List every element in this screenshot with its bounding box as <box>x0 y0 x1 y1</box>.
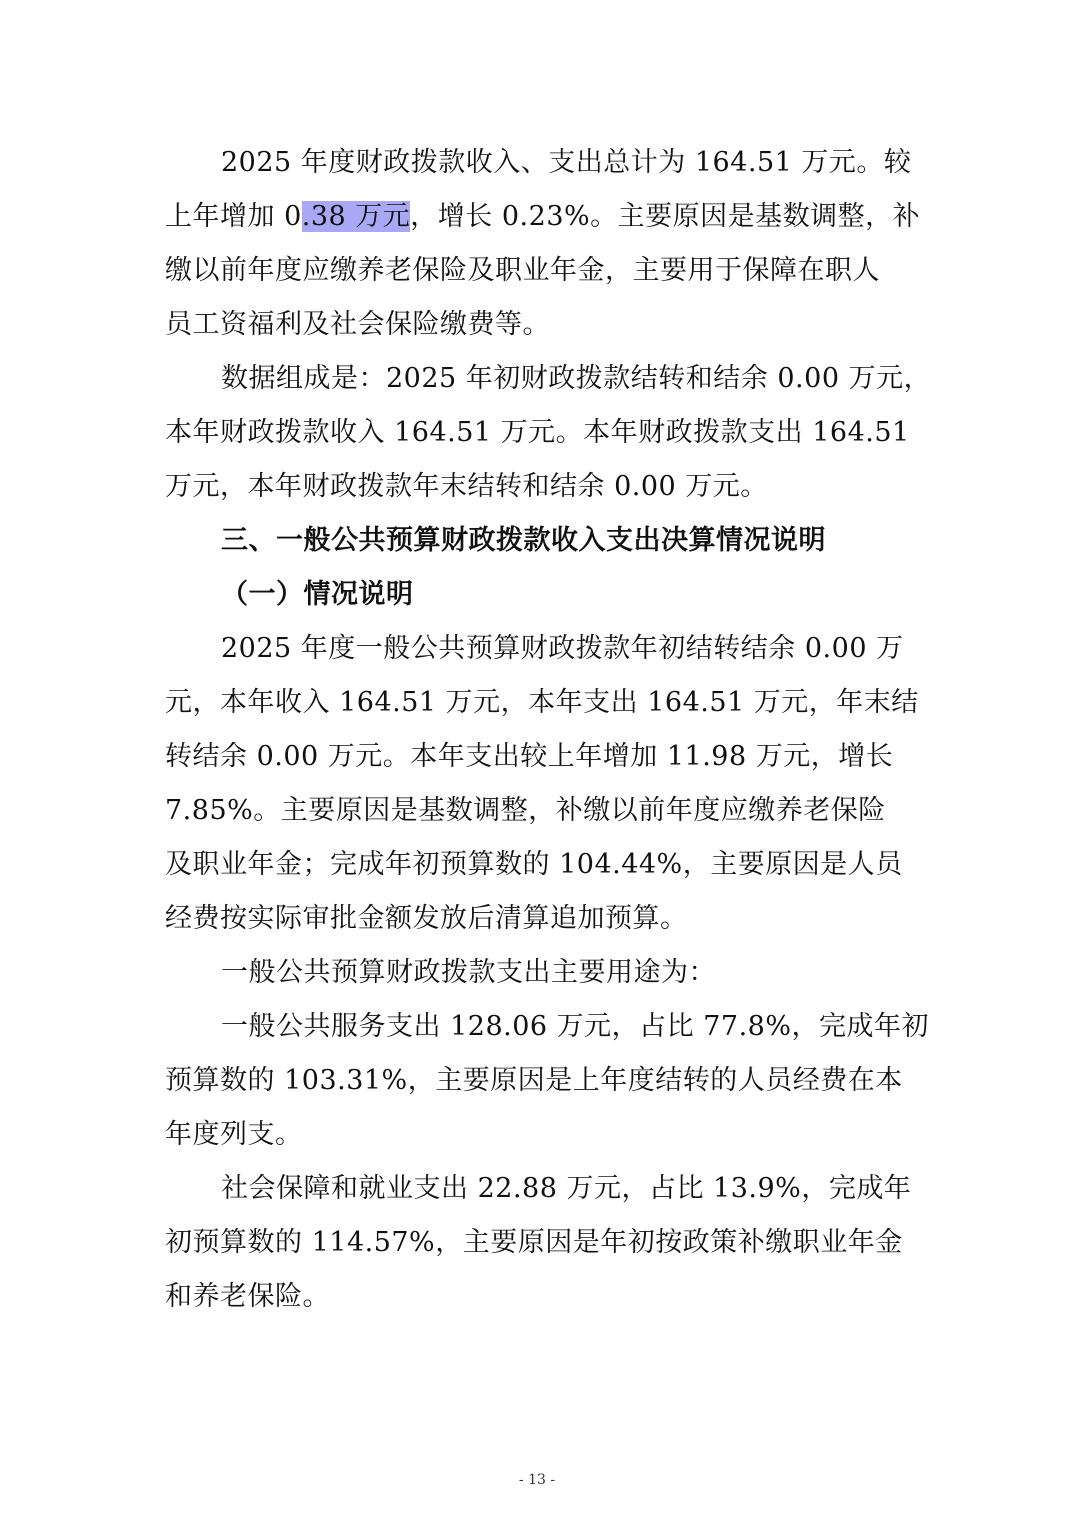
text-line: 2025 年度一般公共预算财政拨款年初结转结余 0.00 万 <box>221 633 904 664</box>
text-line: 预算数的 103.31%，主要原因是上年度结转的人员经费在本 <box>165 1065 903 1096</box>
subsection-heading <box>165 568 917 622</box>
paragraph-main-uses <box>165 946 917 1000</box>
text-segment: ，增长 0.23%。主要原因是基数调整，补 <box>410 201 921 232</box>
paragraph-general-budget <box>165 622 917 946</box>
heading-text: 三、一般公共预算财政拨款收入支出决算情况说明 <box>221 525 826 556</box>
selected-text-highlight[interactable]: .38 万元 <box>301 201 411 232</box>
text-line: 万元，本年财政拨款年末结转和结余 0.00 万元。 <box>165 471 768 502</box>
text-line: 缴以前年度应缴养老保险及职业年金，主要用于保障在职人 <box>165 255 880 286</box>
page-number: - 13 - <box>518 1472 556 1488</box>
text-line: 一般公共服务支出 128.06 万元，占比 77.8%，完成年初 <box>221 1011 929 1042</box>
text-line: 和养老保险。 <box>165 1281 330 1312</box>
text-line-with-selection <box>165 190 921 244</box>
text-line: 经费按实际审批金额发放后清算追加预算。 <box>165 903 688 934</box>
text-line: 一般公共预算财政拨款支出主要用途为： <box>221 957 716 988</box>
text-line: 年度列支。 <box>165 1119 303 1150</box>
text-line: 元，本年收入 164.51 万元，本年支出 164.51 万元，年末结 <box>165 687 919 718</box>
text-line: 本年财政拨款收入 164.51 万元。本年财政拨款支出 164.51 <box>165 417 910 448</box>
section-heading <box>165 514 917 568</box>
text-line: 及职业年金；完成年初预算数的 104.44%，主要原因是人员 <box>165 849 903 880</box>
paragraph-social-security <box>165 1162 917 1324</box>
text-line: 初预算数的 114.57%，主要原因是年初按政策补缴职业年金 <box>165 1227 903 1258</box>
text-line: 员工资福利及社会保险缴费等。 <box>165 309 550 340</box>
text-line: 数据组成是：2025 年初财政拨款结转和结余 0.00 万元， <box>221 363 932 394</box>
text-line: 转结余 0.00 万元。本年支出较上年增加 11.98 万元，增长 <box>165 741 894 772</box>
text-line: 社会保障和就业支出 22.88 万元，占比 13.9%，完成年 <box>221 1173 912 1204</box>
text-segment: 上年增加 0 <box>165 201 302 232</box>
text-line: 2025 年度财政拨款收入、支出总计为 164.51 万元。较 <box>221 147 912 178</box>
paragraph-total-income-expense <box>165 136 921 352</box>
paragraph-public-services <box>165 1000 929 1162</box>
text-line: 7.85%。主要原因是基数调整，补缴以前年度应缴养老保险 <box>165 795 886 826</box>
heading-text: （一）情况说明 <box>221 579 414 610</box>
paragraph-data-composition <box>165 352 932 514</box>
